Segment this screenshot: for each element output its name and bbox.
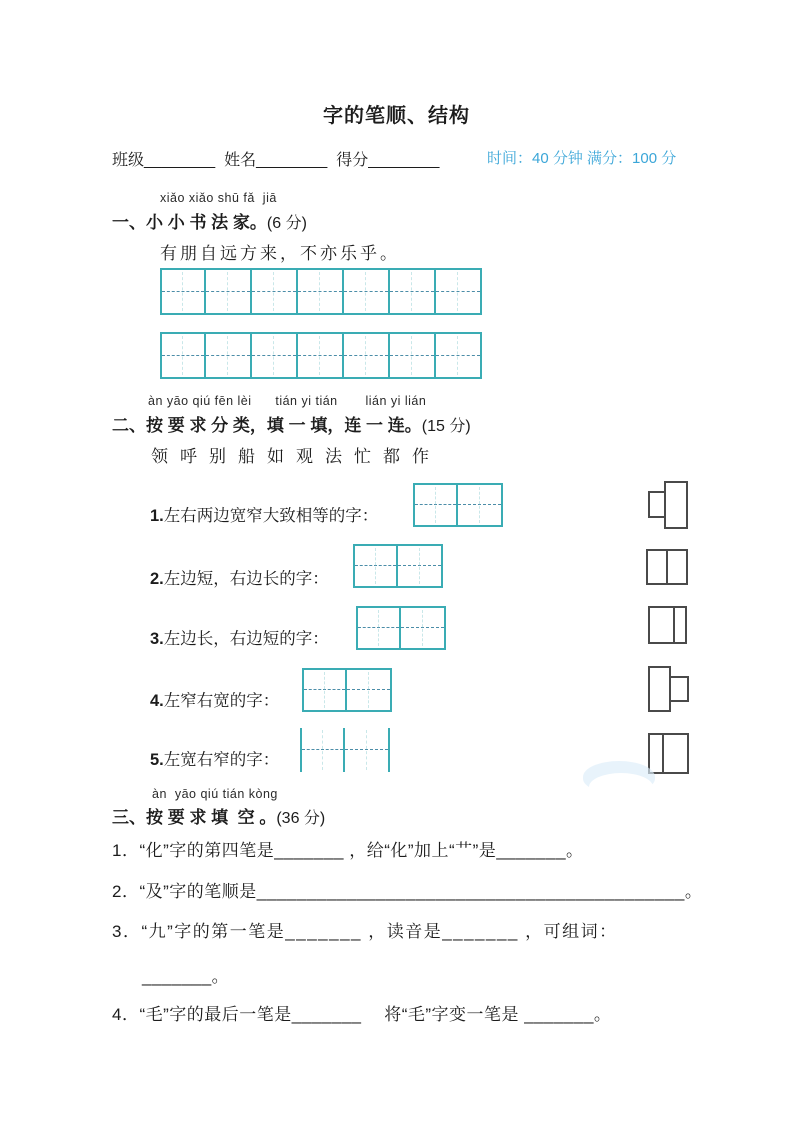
section1-pinyin: xiǎo xiǎo shū fǎ jiā (160, 191, 277, 205)
fill-item-4-number: 4． (112, 1005, 140, 1024)
fill-item-4 (112, 1000, 611, 1025)
tianzige-cell (401, 606, 446, 650)
classify-item-1-label (150, 502, 378, 526)
time-score-note: 时间：40 分钟 满分：100 分 (487, 150, 677, 167)
fill-item-2 (112, 877, 702, 902)
bank-char: 呼 (180, 447, 197, 467)
tianzige-cell (458, 483, 503, 527)
section1-heading (112, 208, 307, 233)
item-5-text: 左宽右窄的字： (163, 750, 280, 769)
fill-item-1-text: “化”字的第四笔是_______ ，给“化”加上“艹”是_______。 (139, 841, 584, 860)
section2-score: (15 分) (421, 418, 471, 435)
fill-item-3-number: 3． (112, 922, 142, 941)
answer-grid-5 (300, 728, 390, 772)
structure-diagram-left-wide-right-narrow (648, 606, 687, 644)
item-2-number: 2. (150, 570, 164, 588)
bank-char: 忙 (354, 447, 371, 467)
fill-item-1 (112, 836, 584, 861)
structure-diagram-left-long-right-short (648, 666, 689, 712)
decorative-swoosh-inner (589, 773, 653, 801)
fill-item-3 (112, 917, 618, 942)
fill-item-3-text: “九”字的第一笔是_______ ，读音是_______ ，可组词： (141, 922, 618, 941)
fill-item-1-number: 1． (112, 841, 140, 860)
copy-sentence: 有朋自远方来，不亦乐乎。 (160, 244, 400, 264)
item-3-number: 3. (150, 630, 164, 648)
answer-grid-2 (353, 544, 443, 588)
tianzige-cell (398, 544, 443, 588)
practice-grid-row-1 (160, 268, 482, 315)
tianzige-cell (345, 728, 390, 772)
answer-grid-3 (356, 606, 446, 650)
answer-grid-1 (413, 483, 503, 527)
student-info-line (112, 147, 439, 170)
tianzige-cell (356, 606, 401, 650)
structure-diagram-left-right-equal-width (646, 549, 688, 585)
diagram-right-box (668, 676, 689, 702)
bank-char: 都 (383, 447, 400, 467)
bank-char: 如 (267, 447, 284, 467)
item-5-number: 5. (150, 751, 164, 769)
item-1-text: 左右两边宽窄大致相等的字： (163, 506, 379, 525)
item-3-text: 左边长，右边短的字： (163, 629, 329, 648)
section3-heading-text: 三、按 要 求 填 空 。 (112, 808, 277, 827)
tianzige-cell (436, 268, 482, 315)
diagram-divider (662, 733, 664, 774)
fill-item-2-text: “及”字的笔顺是___________________________________________。 (139, 882, 703, 901)
classify-item-3-label (150, 625, 329, 649)
class-blank: ________ (144, 152, 216, 169)
tianzige-cell (413, 483, 458, 527)
fill-item-3-continuation: _______。 (142, 967, 230, 986)
section1-heading-text: 一、小 小 书 法 家。 (112, 213, 267, 232)
structure-diagram-left-short-right-long (647, 481, 689, 529)
section3-score: (36 分) (276, 810, 326, 827)
tianzige-cell (252, 268, 298, 315)
class-label: 班级 (112, 152, 145, 169)
classify-item-4-label (150, 687, 279, 711)
bank-char: 船 (238, 447, 255, 467)
item-4-number: 4. (150, 692, 164, 710)
item-2-text: 左边短，右边长的字： (163, 569, 329, 588)
tianzige-cell (344, 332, 390, 379)
tianzige-cell (300, 728, 345, 772)
fill-item-4-text: “毛”字的最后一笔是_______ 将“毛”字变一笔是 _______。 (139, 1005, 612, 1024)
tianzige-cell (390, 268, 436, 315)
bank-char: 法 (325, 447, 342, 467)
tianzige-cell (344, 268, 390, 315)
classify-item-2-label (150, 565, 329, 589)
diagram-divider (673, 606, 675, 644)
section2-heading (112, 411, 471, 436)
classify-item-5-label (150, 746, 279, 770)
tianzige-cell (252, 332, 298, 379)
structure-diagram-left-narrow-right-wide (648, 733, 689, 774)
bank-char: 领 (151, 447, 168, 467)
diagram-right-box (664, 481, 688, 529)
diagram-divider (666, 549, 668, 585)
tianzige-cell (298, 332, 344, 379)
score-label: 得分 (336, 152, 369, 169)
field-gap-1 (215, 152, 224, 169)
bank-char: 作 (412, 447, 429, 467)
field-gap-2 (327, 152, 336, 169)
name-label: 姓名 (224, 152, 257, 169)
diagram-left-box (648, 666, 671, 712)
diagram-outline-box (648, 606, 687, 644)
tianzige-cell (160, 268, 206, 315)
item-4-text: 左窄右宽的字： (163, 691, 280, 710)
tianzige-cell (390, 332, 436, 379)
item-1-number: 1. (150, 507, 164, 525)
tianzige-cell (160, 332, 206, 379)
tianzige-cell (206, 332, 252, 379)
tianzige-cell (302, 668, 347, 712)
answer-grid-4 (302, 668, 392, 712)
diagram-outline-box (648, 733, 689, 774)
fill-item-2-number: 2． (112, 882, 140, 901)
decorative-swoosh (583, 761, 655, 793)
section3-pinyin: àn yāo qiú tián kòng (152, 787, 278, 801)
page-title: 字的笔顺、结构 (323, 105, 470, 127)
section2-heading-text: 二、按 要 求 分 类，填 一 填，连 一 连。 (112, 416, 422, 435)
score-blank: ________ (368, 152, 440, 169)
tianzige-cell (298, 268, 344, 315)
section1-score: (6 分) (266, 215, 307, 232)
section2-pinyin: àn yāo qiú fēn lèi tián yi tián lián yi lián (148, 394, 427, 408)
practice-grid-row-2 (160, 332, 482, 379)
tianzige-cell (436, 332, 482, 379)
section3-heading (112, 803, 325, 828)
bank-char: 观 (296, 447, 313, 467)
bank-char: 别 (209, 447, 226, 467)
tianzige-cell (347, 668, 392, 712)
character-bank (151, 442, 429, 467)
tianzige-cell (353, 544, 398, 588)
tianzige-cell (206, 268, 252, 315)
name-blank: ________ (256, 152, 328, 169)
